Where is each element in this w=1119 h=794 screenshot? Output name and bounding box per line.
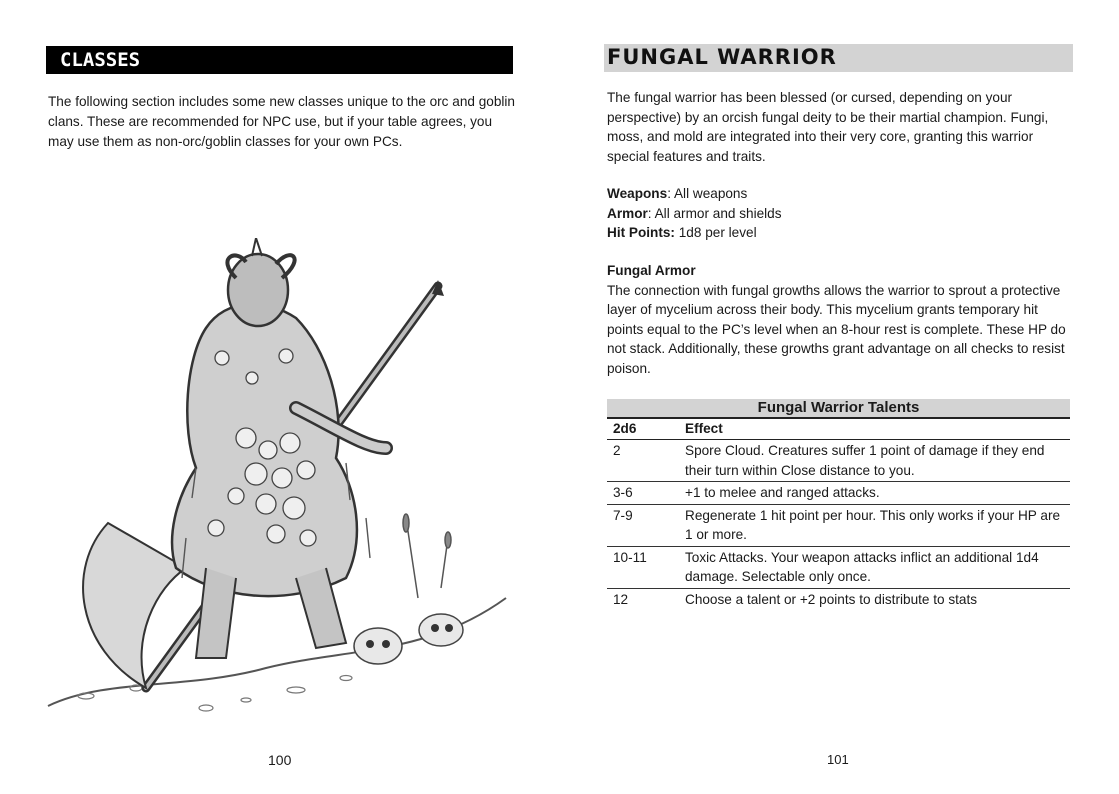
feature-text: The connection with fungal growths allows the warrior to sprout a protective layer of mycelium across their body. This mycelium grants temporary hit points equal to the PC’s level when an 8-hour rest is complete. These HP do not stack. Additionally, these growths grant advantage on all checks to resist poison. xyxy=(607,282,1066,376)
stat-hit-points: Hit Points: 1d8 per level xyxy=(607,225,757,240)
page-number: 100 xyxy=(268,752,292,768)
row-effect: Toxic Attacks. Your weapon attacks inflict an additional 1d4 damage. Selectable only once. xyxy=(685,549,1039,584)
class-stats xyxy=(607,184,1067,243)
row-roll: 10-11 xyxy=(613,549,647,565)
table-header xyxy=(607,417,1070,440)
classes-header: CLASSES xyxy=(60,49,141,71)
row-roll: 12 xyxy=(613,591,629,607)
row-roll: 7-9 xyxy=(613,507,633,523)
stat-weapons: Weapons: All weapons xyxy=(607,186,748,201)
left-page xyxy=(0,0,559,794)
row-effect: Spore Cloud. Creatures suffer 1 point of damage if they end their turn within Close distance to you. xyxy=(685,443,1045,478)
table-row xyxy=(607,482,1070,505)
class-description: The fungal warrior has been blessed (or cursed, depending on your perspective) by an orcish fungal deity to be their martial champion. Fungi, moss, and mold are integrated into their very core, granting this warrior special features and traits. xyxy=(607,90,1049,164)
row-roll: 2 xyxy=(613,443,621,458)
talents-table xyxy=(607,399,1070,610)
header-roll: 2d6 xyxy=(613,421,637,436)
fungal-warrior-header-bar xyxy=(604,44,1073,72)
table-row xyxy=(607,505,1070,547)
table-row xyxy=(607,547,1070,589)
page-number: 101 xyxy=(827,752,849,767)
fungal-warrior-illustration xyxy=(46,238,516,718)
row-effect: +1 to melee and ranged attacks. xyxy=(685,485,880,500)
classes-intro: The following section includes some new classes unique to the orc and goblin clans. These are recommended for NPC use, but if your table agrees, you may use them as non-orc/goblin classes for your own PCs. xyxy=(48,94,515,149)
fungal-armor-section xyxy=(607,261,1067,378)
row-effect: Choose a talent or +2 points to distribute to stats xyxy=(685,591,978,607)
stat-armor: Armor: All armor and shields xyxy=(607,205,782,221)
header-effect: Effect xyxy=(685,421,723,436)
row-effect: Regenerate 1 hit point per hour. This only works if your HP are 1 or more. xyxy=(685,507,1061,542)
fungal-warrior-header: FUNGAL WARRIOR xyxy=(607,45,837,69)
table-row xyxy=(607,440,1070,482)
classes-header-bar xyxy=(46,46,513,74)
table-row xyxy=(607,589,1070,611)
feature-title: Fungal Armor xyxy=(607,263,696,278)
row-roll: 3-6 xyxy=(613,485,633,500)
table-caption: Fungal Warrior Talents xyxy=(607,399,1070,417)
